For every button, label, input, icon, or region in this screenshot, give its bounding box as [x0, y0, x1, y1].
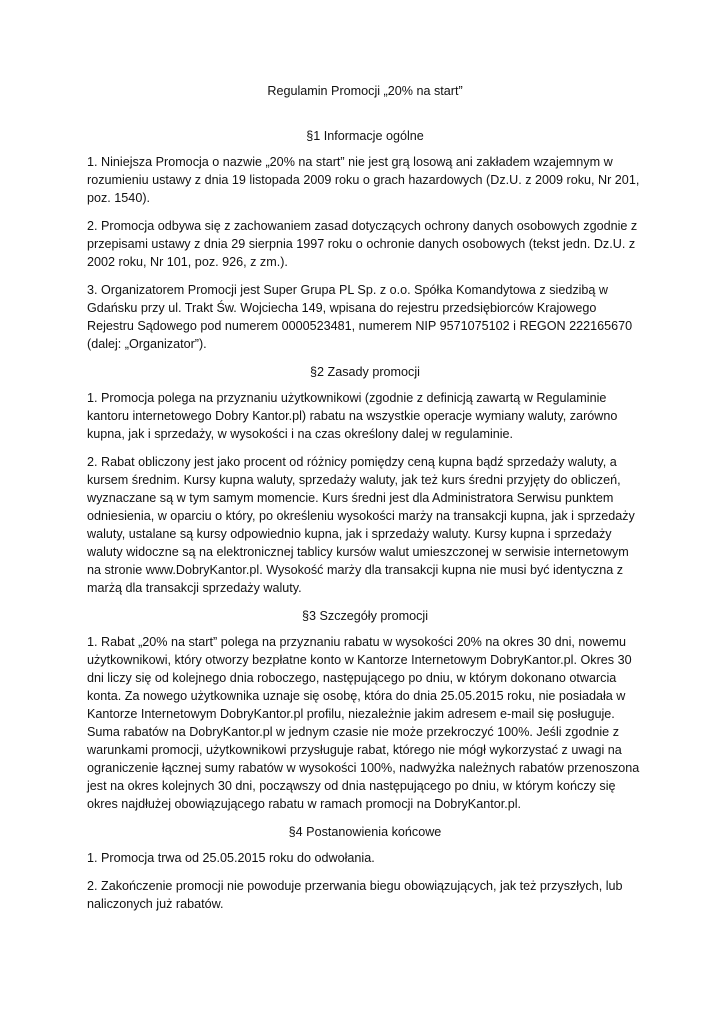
paragraph: 1. Promocja polega na przyznaniu użytkownikowi (zgodnie z definicją zawartą w Regulaminie kantoru internetowego Dobry Kantor.pl) rabatu na wszystkie operacje wymiany waluty, zarówno kupna, jak i sprzedaży, w wysokości i na czas określony dalej w regulaminie.: [87, 391, 618, 441]
paragraph: 1. Rabat „20% na start” polega na przyznaniu rabatu w wysokości 20% na okres 30 dni, nowemu użytkownikowi, który otworzy bezpłatne konto w Kantorze Internetowym DobryKantor.pl. Okres 30 dni liczy się od kolejnego dnia roboczego, następującego po dniu, w którym dokonano otwarcia konta. Za nowego użytkownika uznaje się osobę, która do dnia 25.05.2015 roku, nie posiadała w Kantorze Internetowym DobryKantor.pl profilu, niezależnie jakim adresem e-mail się posługuje. Suma rabatów na DobryKantor.pl w jednym czasie nie może przekroczyć 100%. Jeśli zgodnie z warunkami promocji, użytkownikowi przysługuje rabat, którego nie mógł wykorzystać z uwagi na ograniczenie łącznej sumy rabatów w wysokości 100%, nadwyżka należnych rabatów przenoszona jest na okres kolejnych 30 dni, począwszy od dnia następującego po dniu, w którym kończy się okres najdłużej obowiązującego rabatu w ramach promocji na DobryKantor.pl.: [87, 635, 640, 811]
document-title: Regulamin Promocji „20% na start”: [267, 84, 463, 98]
section-heading: §1 Informacje ogólne: [306, 129, 424, 143]
section-3: [87, 607, 643, 813]
paragraph: 3. Organizatorem Promocji jest Super Grupa PL Sp. z o.o. Spółka Komandytowa z siedzibą w Gdańsku przy ul. Trakt Św. Wojciecha 149, wpisana do rejestru przedsiębiorców Krajowego Rejestru Sądowego pod numerem 0000523481, numerem NIP 9571075102 i REGON 222165670 (dalej: „Organizator”).: [87, 283, 633, 351]
paragraph: 2. Promocja odbywa się z zachowaniem zasad dotyczących ochrony danych osobowych zgodnie z przepisami ustawy z dnia 29 sierpnia 1997 roku o ochronie danych osobowych (tekst jedn. Dz.U. z 2002 roku, Nr 101, poz. 926, z zm.).: [87, 219, 638, 269]
paragraph: 2. Rabat obliczony jest jako procent od różnicy pomiędzy ceną kupna bądź sprzedaży waluty, a kursem średnim. Kursy kupna waluty, sprzedaży waluty, jak też kurs średni przyjęty do obliczeń, wyznaczane są w tym samym momencie. Kurs średni jest dla Administratora Serwisu punktem odniesienia, w oparciu o który, po określeniu wysokości marży na transakcji kupna, jak i sprzedaży waluty, ustalane są kursy odpowiednio kupna, jak i sprzedaży waluty. Kursy kupna i sprzedaży waluty widoczne są na elektronicznej tablicy kursów walut umieszczonej w serwisie internetowym na stronie www.DobryKantor.pl. Wysokość marży dla transakcji kupna nie musi być identyczna z marżą dla transakcji sprzedaży waluty.: [87, 455, 635, 595]
section-heading: §4 Postanowienia końcowe: [288, 825, 442, 839]
section-2: [87, 363, 643, 597]
paragraph: 2. Zakończenie promocji nie powoduje przerwania biegu obowiązujących, jak też przyszłych, lub naliczonych już rabatów.: [87, 879, 623, 911]
paragraph: 1. Niniejsza Promocja o nazwie „20% na start” nie jest grą losową ani zakładem wzajemnym w rozumieniu ustawy z dnia 19 listopada 2009 roku o grach hazardowych (Dz.U. z 2009 roku, Nr 201, poz. 1540).: [87, 155, 640, 205]
section-heading: §3 Szczegóły promocji: [302, 609, 428, 623]
document-page: [87, 82, 643, 923]
section-4: [87, 823, 643, 913]
section-1: [87, 127, 643, 353]
paragraph: 1. Promocja trwa od 25.05.2015 roku do odwołania.: [87, 851, 375, 865]
section-heading: §2 Zasady promocji: [310, 365, 420, 379]
